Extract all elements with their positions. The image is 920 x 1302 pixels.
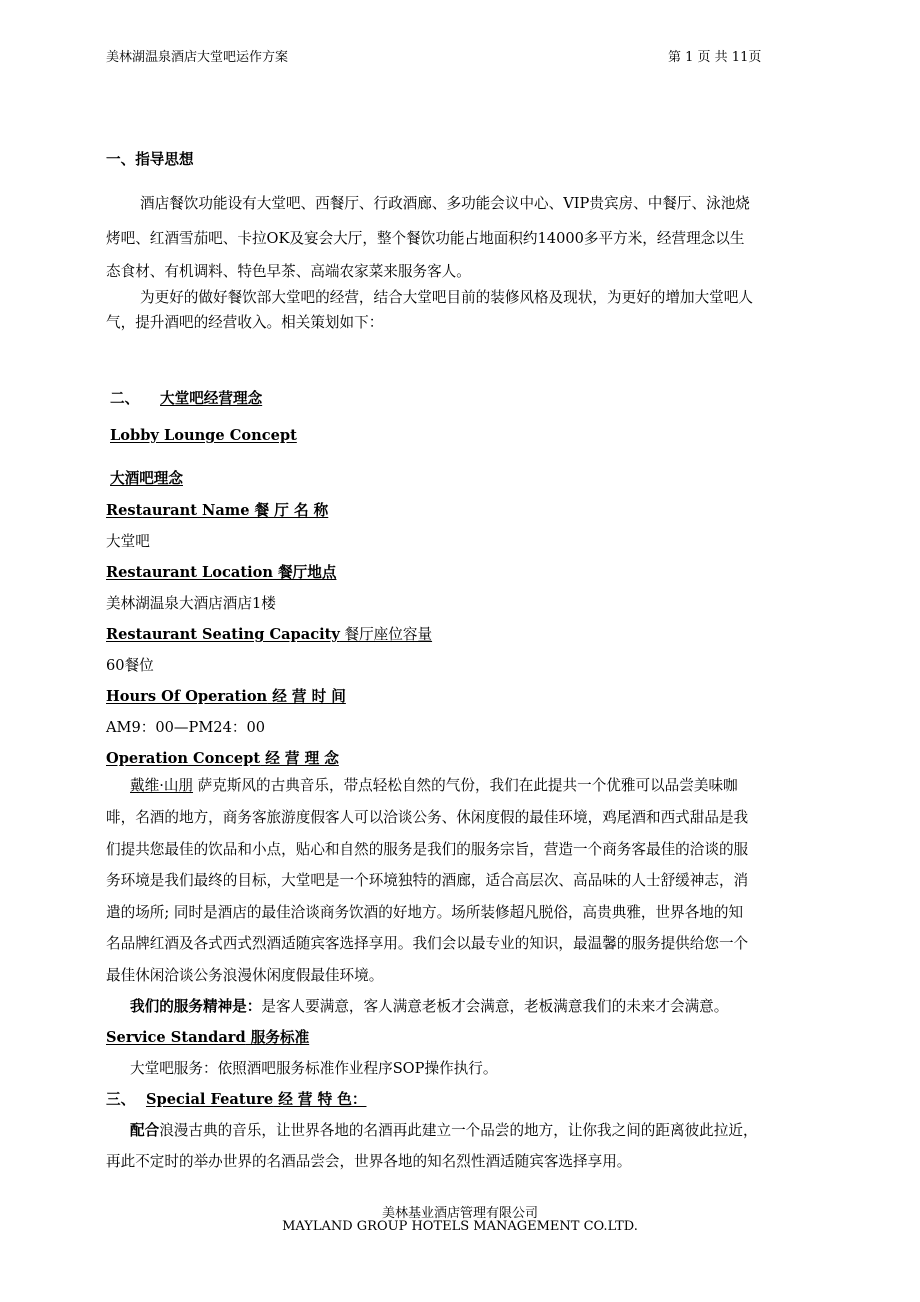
operation-line-6: 名品牌红酒及各式西式烈酒适随宾客选择享用。我们会以最专业的知识，最温馨的服务提供给您一个 — [106, 935, 749, 952]
footer-company-en: MAYLAND GROUP HOTELS MANAGEMENT CO.LTD. — [282, 1219, 638, 1234]
operation-line-2: 啡，名酒的地方，商务客旅游度假客人可以洽谈公务、休闲度假的最佳环境，鸡尾酒和西式甜品是我 — [106, 809, 749, 826]
section3-heading-en: Special Feature — [146, 1091, 274, 1108]
header-title: 美林湖温泉酒店大堂吧运作方案 — [106, 50, 289, 65]
service-spirit — [130, 995, 728, 1016]
hours-value: AM9：00—PM24：00 — [106, 719, 266, 736]
service-spirit-text: 是客人要满意，客人满意老板才会满意，老板满意我们的未来才会满意。 — [261, 998, 729, 1015]
operation-line-4: 务环境是我们最终的目标，大堂吧是一个环境独特的酒廊，适合高层次、高品味的人士舒缓神志，消 — [106, 872, 749, 889]
restaurant-location-label-en: Restaurant Location — [106, 564, 273, 581]
service-standard-label — [106, 1026, 309, 1047]
seating-capacity-label-en: Restaurant Seating Capacity — [106, 626, 340, 643]
section1-para2-line2: 气，提升酒吧的经营收入。相关策划如下： — [106, 314, 384, 331]
operation-line-5: 遣的场所; 同时是酒店的最佳洽谈商务饮酒的好地方。场所装修超凡脱俗，高贵典雅，世界各地的知 — [106, 904, 744, 921]
section1-para1-line2: 烤吧、红酒雪茄吧、卡拉OK及宴会大厅，整个餐饮功能占地面积约14000多平方米，经营理念以生 — [106, 230, 745, 247]
section3-line-1 — [130, 1119, 758, 1140]
restaurant-location-label-cn: 餐厅地点 — [272, 564, 337, 581]
restaurant-name-value: 大堂吧 — [106, 533, 150, 550]
seating-capacity-label-cn: 餐厅座位容量 — [339, 626, 433, 643]
restaurant-name-label — [106, 499, 328, 520]
section1-para2-line1: 为更好的做好餐饮部大堂吧的经营，结合大堂吧目前的装修风格及现状，为更好的增加大堂吧人 — [140, 289, 753, 306]
section2-number: 二、 — [110, 390, 140, 407]
header-page-info: 第 1 页 共 11页 — [668, 50, 762, 65]
operation-line-3: 们提共您最佳的饮品和小点，贴心和自然的服务是我们的服务宗旨，营造一个商务客最佳的洽谈的服 — [106, 841, 749, 858]
seating-capacity-value: 60餐位 — [106, 657, 154, 674]
restaurant-name-label-cn: 餐 厅 名 称 — [249, 502, 329, 519]
section3-lead: 配合 — [130, 1122, 160, 1139]
service-spirit-label: 我们的服务精神是： — [130, 998, 262, 1015]
section1-heading: 一、指导思想 — [106, 151, 194, 168]
lobby-concept-en: Lobby Lounge Concept — [110, 427, 297, 444]
section3-line-2: 再此不定时的举办世界的名酒品尝会，世界各地的知名烈性酒适随宾客选择享用。 — [106, 1153, 632, 1170]
operation-concept-label — [106, 747, 339, 768]
hours-label-cn: 经 营 时 间 — [267, 688, 346, 705]
restaurant-location-value: 美林湖温泉大酒店酒店1楼 — [106, 595, 276, 612]
service-standard-label-cn: 服务标准 — [245, 1029, 310, 1046]
section3-line-1-text: 浪漫古典的音乐，让世界各地的名酒再此建立一个品尝的地方，让你我之间的距离彼此拉近， — [159, 1122, 758, 1139]
seating-capacity-label — [106, 623, 432, 644]
section3-heading — [146, 1088, 366, 1109]
operation-concept-label-cn: 经 营 理 念 — [260, 750, 339, 767]
section3-heading-cn: 经 营 特 色： — [273, 1091, 367, 1108]
service-standard-text: 大堂吧服务：依照酒吧服务标准作业程序SOP操作执行。 — [130, 1060, 498, 1077]
operation-line-1-text: 萨克斯风的古典音乐，带点轻松自然的气份，我们在此提共一个优雅可以品尝美味咖 — [193, 777, 738, 794]
restaurant-location-label — [106, 561, 336, 582]
operation-line-7: 最佳休闲洽谈公务浪漫休闲度假最佳环境。 — [106, 967, 384, 984]
footer-company-cn: 美林基业酒店管理有限公司 — [381, 1206, 538, 1221]
hours-label-en: Hours Of Operation — [106, 688, 268, 705]
section2-heading: 大堂吧经营理念 — [160, 390, 263, 407]
operation-line-1 — [130, 774, 738, 795]
section3-number: 三、 — [106, 1091, 136, 1108]
lobby-concept-cn: 大酒吧理念 — [110, 470, 183, 487]
operation-concept-label-en: Operation Concept — [106, 750, 261, 767]
service-standard-label-en: Service Standard — [106, 1029, 246, 1046]
brand-name: 戴维·山朋 — [130, 777, 194, 794]
section1-para1-line1: 酒店餐饮功能设有大堂吧、西餐厅、行政酒廊、多功能会议中心、VIP贵宾房、中餐厅、泳池烧 — [140, 195, 750, 212]
restaurant-name-label-en: Restaurant Name — [106, 502, 250, 519]
hours-label — [106, 685, 346, 706]
section1-para1-line3: 态食材、有机调料、特色早茶、高端农家菜来服务客人。 — [106, 263, 471, 280]
